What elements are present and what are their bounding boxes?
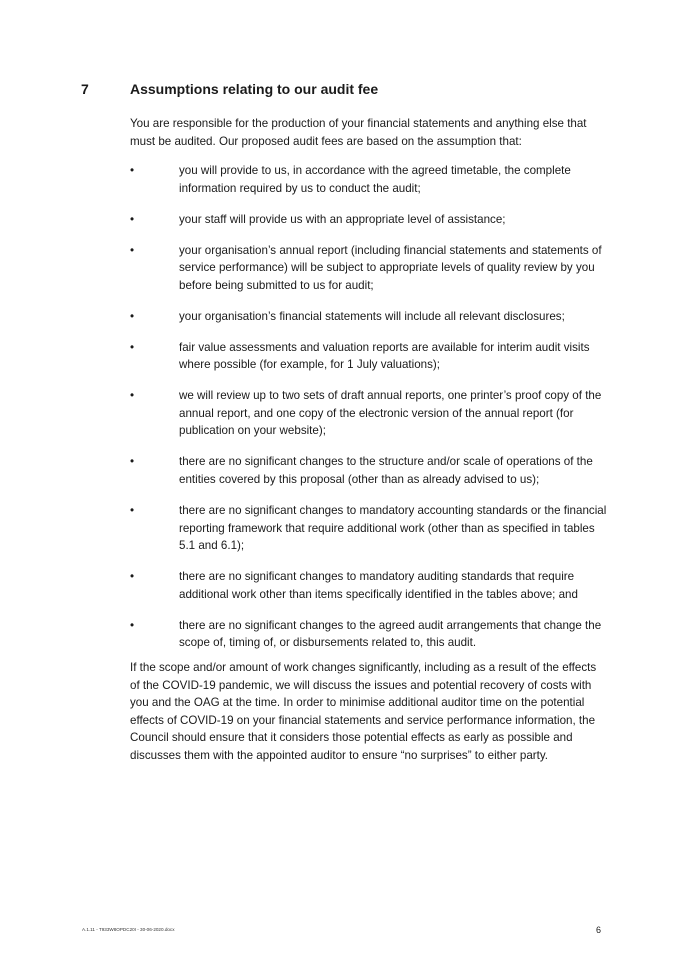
- section-heading: Assumptions relating to our audit fee: [130, 81, 379, 97]
- bullet-icon: •: [130, 504, 135, 518]
- list-item-text: your staff will provide us with an appropriate level of assistance;: [179, 212, 506, 226]
- list-item-text: we will review up to two sets of draft annual reports, one printer’s proof copy of the annual report, and one copy of the electronic version of the annual report (for publication on your website);: [179, 389, 602, 438]
- bullet-icon: •: [130, 389, 135, 403]
- section-number: 7: [81, 81, 89, 97]
- page-number: 6: [596, 925, 602, 935]
- list-item-text: there are no significant changes to the agreed audit arrangements that change the scope of, timing of, or disbursements related to, this audit.: [179, 618, 602, 650]
- list-item: [130, 453, 608, 488]
- list-item: [130, 617, 608, 652]
- list-item-text: your organisation’s annual report (including financial statements and statements of service performance) will be subject to appropriate levels of quality review by you before being submitted to us for audit;: [179, 243, 602, 292]
- list-item: [130, 211, 608, 229]
- list-item: [130, 339, 608, 374]
- list-item: [130, 387, 608, 440]
- footer-reference: A.1.11 - T933W8OPDC20I - 30-06-2020.docx: [82, 927, 175, 932]
- list-item-text: your organisation’s financial statements will include all relevant disclosures;: [179, 309, 565, 323]
- assumptions-list: [130, 162, 608, 665]
- list-item: [130, 502, 608, 555]
- list-item: [130, 162, 608, 197]
- bullet-icon: •: [130, 212, 135, 226]
- bullet-icon: •: [130, 164, 135, 177]
- list-item-text: fair value assessments and valuation reports are available for interim audit visits where possible (for example, for 1 July valuations);: [179, 340, 590, 372]
- list-item: [130, 308, 608, 326]
- bullet-icon: •: [130, 243, 135, 257]
- list-item-text: you will provide to us, in accordance with the agreed timetable, the complete information required by us to conduct the audit;: [179, 164, 571, 195]
- intro-paragraph: You are responsible for the production of your financial statements and anything else that must be audited. Our proposed audit fees are based on the assumption that:: [130, 117, 587, 148]
- closing-paragraph: If the scope and/or amount of work changes significantly, including as a result of the effects of the COVID-19 pandemic, we will discuss the issues and potential recovery of costs with you and the OAG at the time. In order to minimise additional auditor time on the potential effects of COVID-19 on your financial statements and service performance information, the Council should ensure that it considers those potential effects as early as possible and discusses them with the appointed auditor to ensure “no surprises” to either party.: [130, 661, 597, 762]
- list-item-text: there are no significant changes to mandatory accounting standards or the financial reporting framework that require additional work (other than as specified in tables 5.1 and 6.1);: [179, 504, 607, 553]
- bullet-icon: •: [130, 340, 135, 354]
- list-item-text: there are no significant changes to mandatory auditing standards that require additional work other than items specifically identified in the tables above; and: [179, 570, 578, 601]
- bullet-icon: •: [130, 455, 135, 469]
- list-item: [130, 568, 608, 603]
- bullet-icon: •: [130, 309, 135, 323]
- list-item-text: there are no significant changes to the structure and/or scale of operations of the entities covered by this proposal (other than as already advised to us);: [179, 455, 593, 487]
- list-item: [130, 242, 608, 295]
- bullet-icon: •: [130, 618, 135, 632]
- bullet-icon: •: [130, 570, 135, 584]
